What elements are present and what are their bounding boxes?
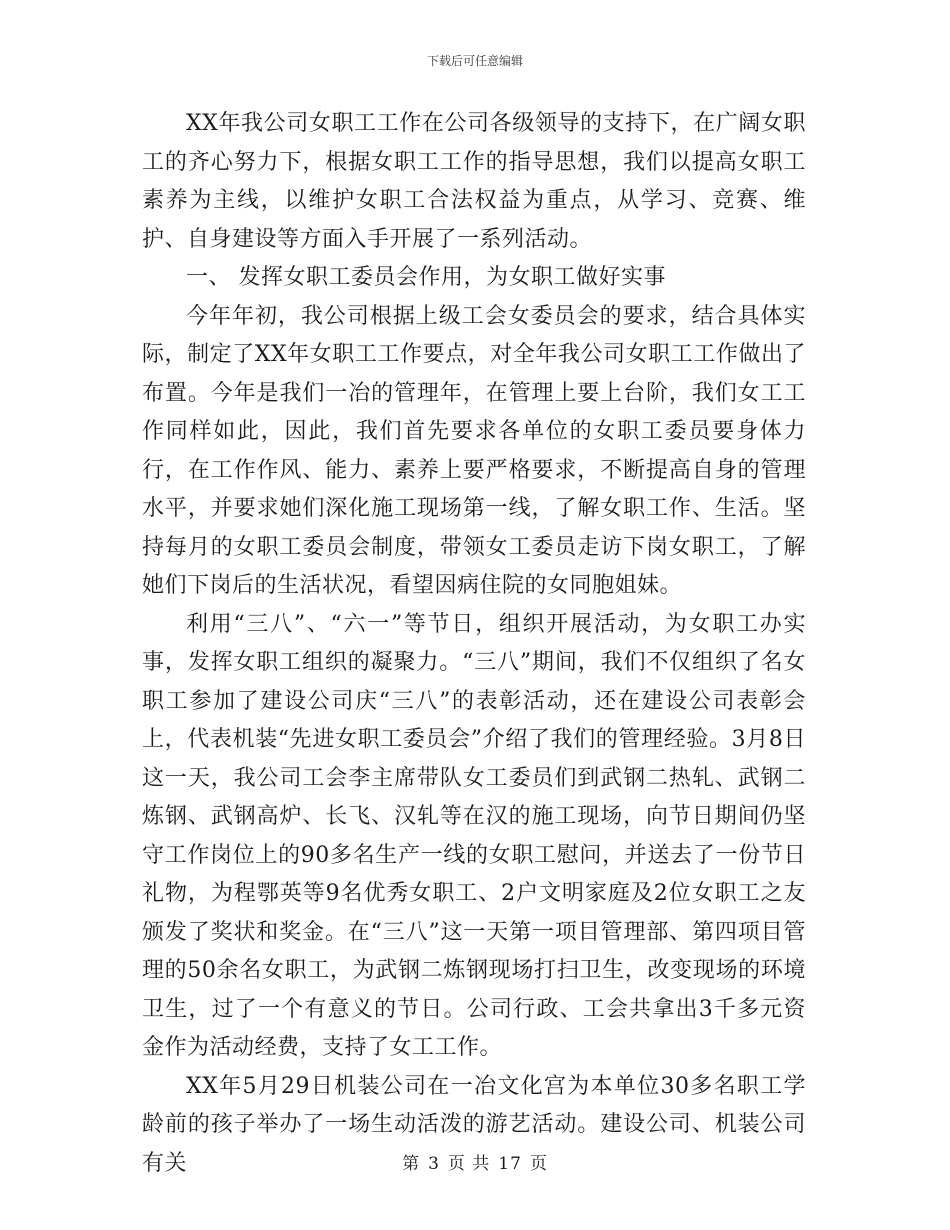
current-page-number: 3 [428,1154,440,1174]
page-number-footer [0,1153,950,1175]
body-paragraph: XX年5月29日机装公司在一冶文化宫为本单位30多名职工学龄前的孩子举办了一场生动活泼的游艺活动。建设公司、机装公司有关 [142,1073,806,1176]
section-heading: 一、 发挥女职工委员会作用，为女职工做好实事 [186,265,666,290]
body-paragraph: 利用“三八”、“六一”等节日，组织开展活动，为女职工办实事，发挥女职工组织的凝聚力。“三八”期间，我们不仅组织了名女职工参加了建设公司庆“三八”的表彰活动，还在建设公司表彰会上，代表机装“先进女职工委员会”介绍了我们的管理经验。3月8日这一天，我公司工会李主席带队女工委员们到武钢二热轧、武钢二炼钢、武钢高炉、长飞、汉轧等在汉的施工现场，向节日期间仍坚守工作岗位上的90多名生产一线的女职工慰问，并送去了一份节日礼物，为程鄂英等9名优秀女职工、2户文明家庭及2位女职工之友颁发了奖状和奖金。在“三八”这一天第一项目管理部、第四项目管理的50余名女职工，为武钢二炼钢现场打扫卫生，改变现场的环境卫生，过了一个有意义的节日。公司行政、工会共拿出3千多元资金作为活动经费，支持了女工工作。 [142,611,806,1060]
footer-label-suffix: 页 [529,1154,548,1174]
total-pages-number: 17 [498,1154,522,1174]
body-paragraph: XX年我公司女职工工作在公司各级领导的支持下，在广阔女职工的齐心努力下，根据女职工工作的指导思想，我们以提高女职工素养为主线，以维护女职工合法权益为重点，从学习、竞赛、维护、自身建设等方面入手开展了一系列活动。 [142,111,806,252]
body-paragraph: 今年年初，我公司根据上级工会女委员会的要求，结合具体实际，制定了XX年女职工工作要点，对全年我公司女职工工作做出了布置。今年是我们一冶的管理年，在管理上要上台阶，我们女工工作同样如此，因此，我们首先要求各单位的女职工委员要身体力行，在工作作风、能力、素养上要严格要求，不断提高自身的管理水平，并要求她们深化施工现场第一线，了解女职工作、生活。坚持每月的女职工委员会制度，带领女工委员走访下岗女职工，了解她们下岗后的生活状况，看望因病住院的女同胞姐妹。 [142,303,806,598]
page-header-note: 下载后可任意编辑 [426,54,523,68]
footer-label-mid: 页 共 [447,1154,491,1174]
document-body [142,105,806,1183]
footer-label-prefix: 第 [402,1154,421,1174]
